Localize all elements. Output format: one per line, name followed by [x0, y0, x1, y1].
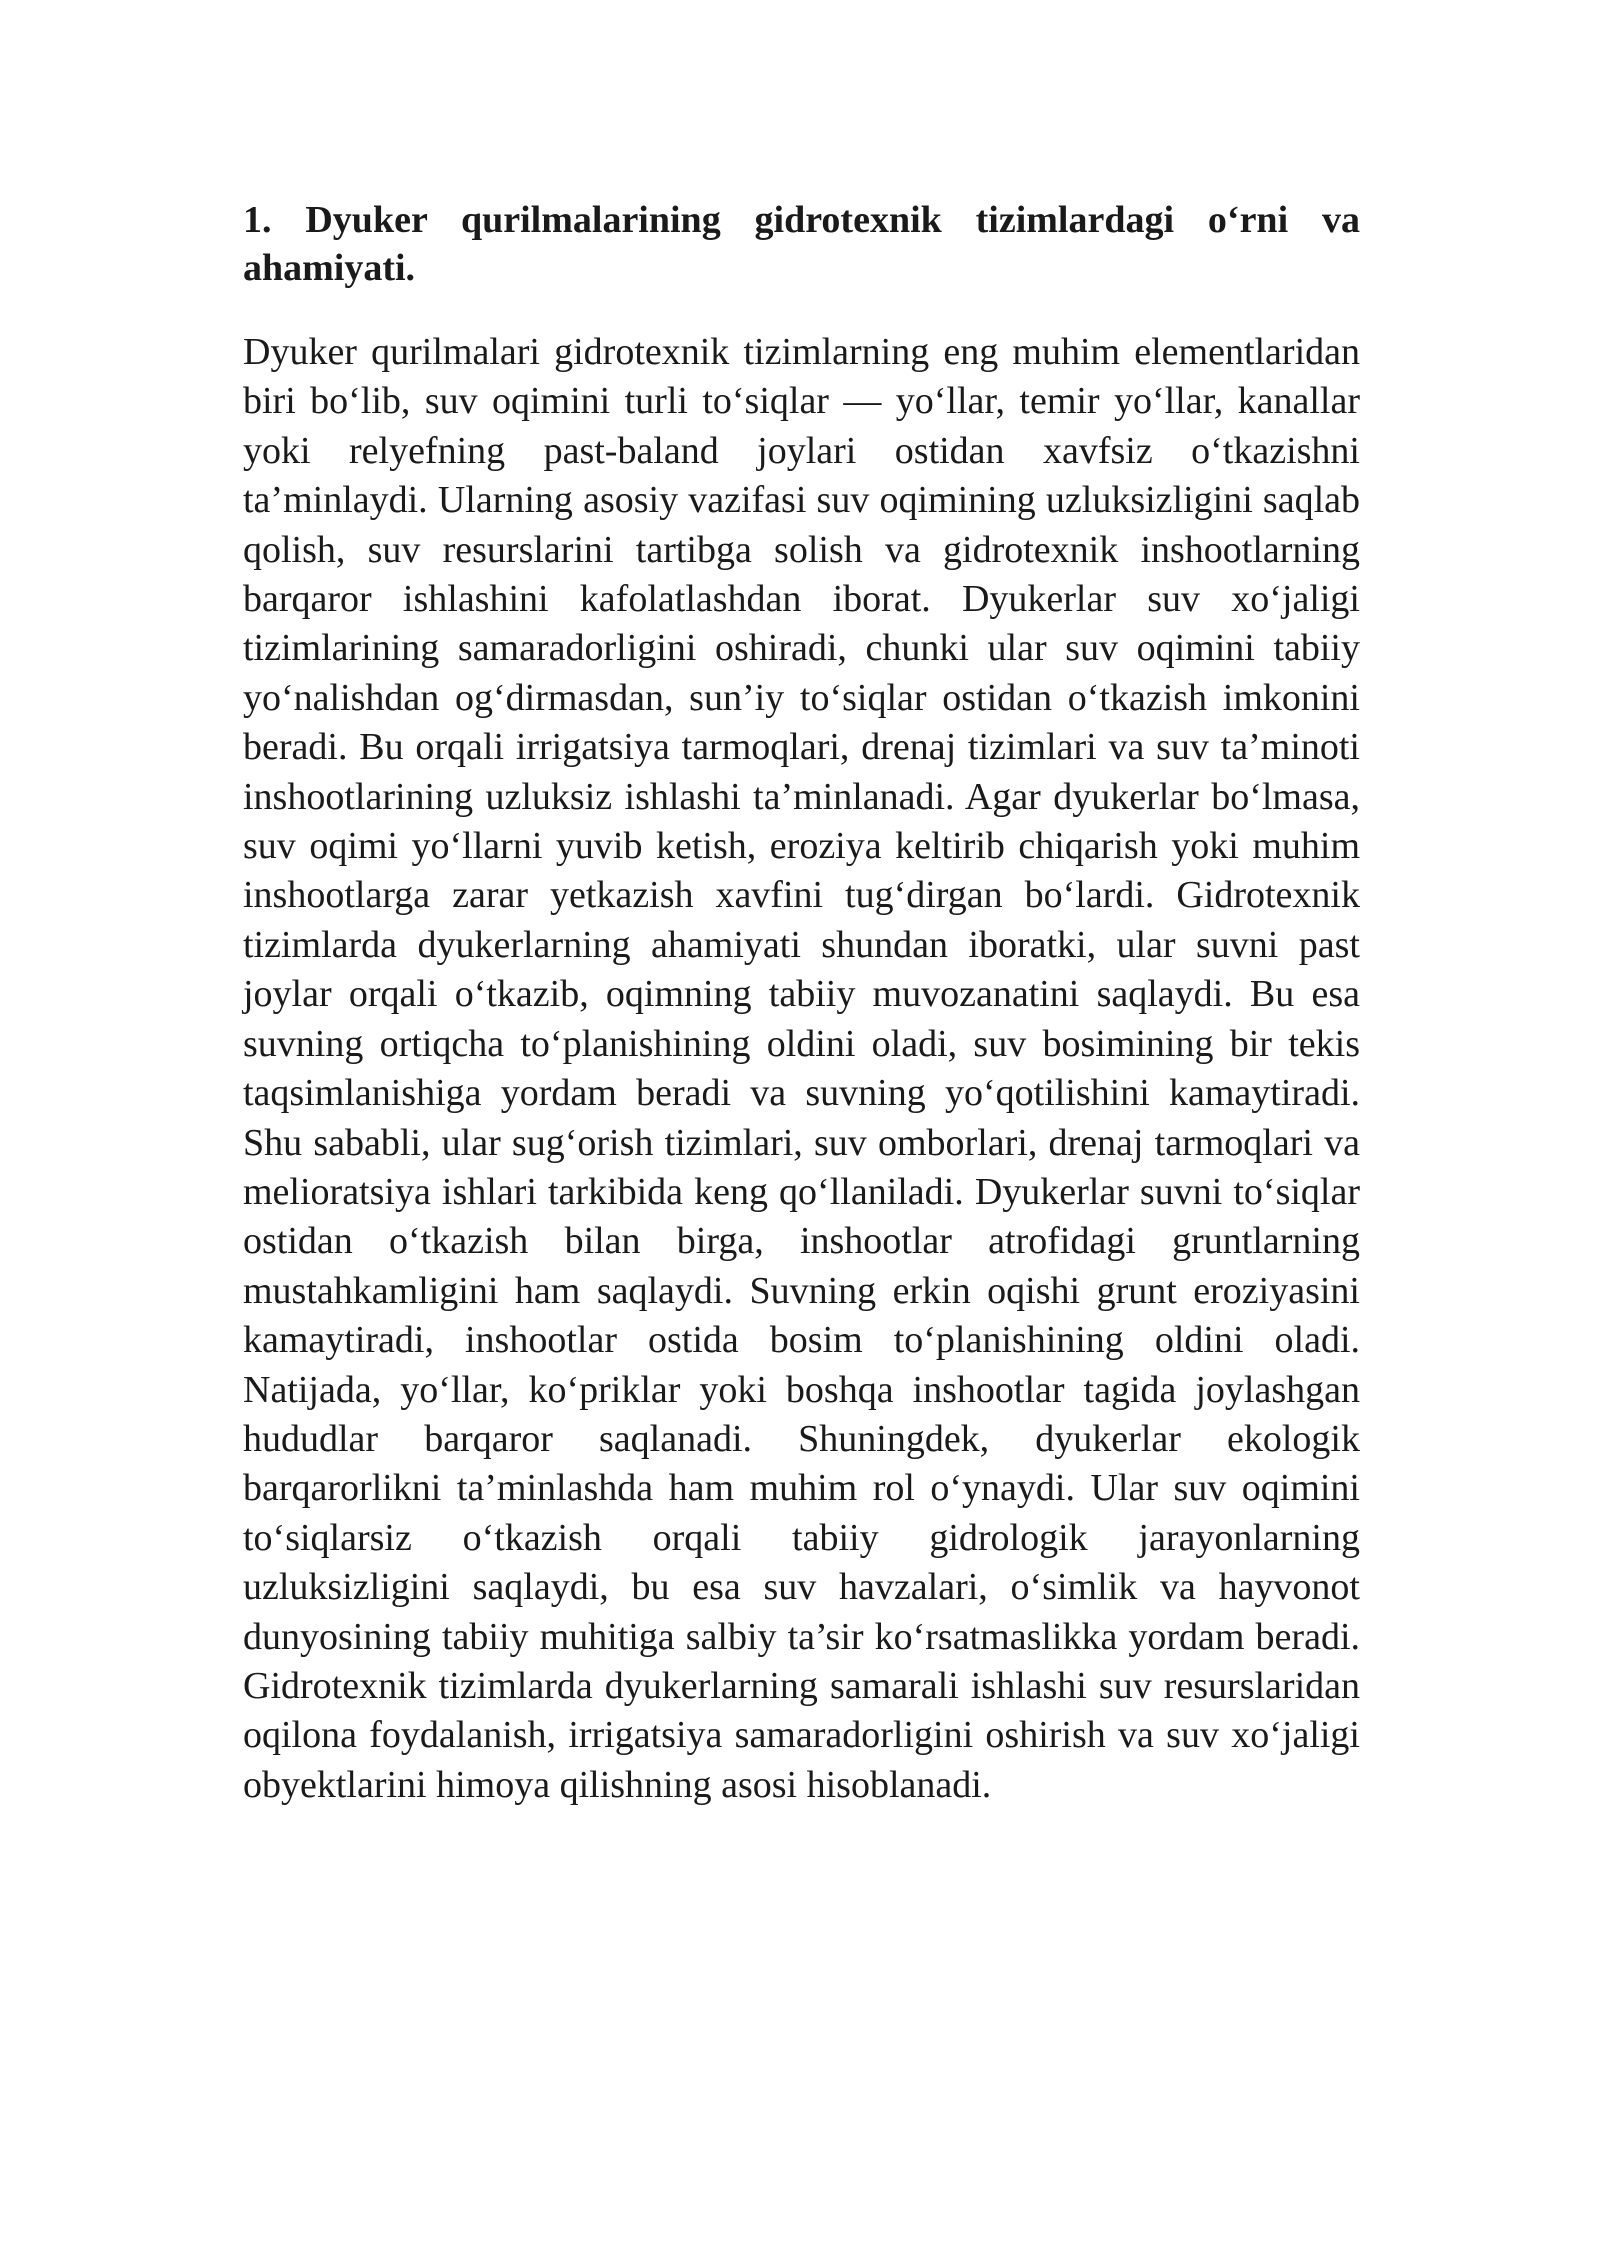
section-heading: 1. Dyuker qurilmalarining gidrotexnik tizimlardagi o‘rni va ahamiyati. [243, 199, 1360, 289]
body-paragraph: Dyuker qurilmalari gidrotexnik tizimlarning eng muhim elementlaridan biri bo‘lib, suv oqimini turli to‘siqlar — yo‘llar, temir yo‘llar, kanallar yoki relyefning past-baland joylari ostidan xavfsiz o‘tkazishni ta’minlaydi. Ularning asosiy vazifasi suv oqimining uzluksizligini saqlab qolish, suv resurslarini tartibga solish va gidrotexnik inshootlarning barqaror ishlashini kafolatlashdan iborat. Dyukerlar suv xo‘jaligi tizimlarining samaradorligini oshiradi, chunki ular suv oqimini tabiiy yo‘nalishdan og‘dirmasdan, sun’iy to‘siqlar ostidan o‘tkazish imkonini beradi. Bu orqali irrigatsiya tarmoqlari, drenaj tizimlari va suv ta’minoti inshootlarining uzluksiz ishlashi ta’minlanadi. Agar dyukerlar bo‘lmasa, suv oqimi yo‘llarni yuvib ketish, eroziya keltirib chiqarish yoki muhim inshootlarga zarar yetkazish xavfini tug‘dirgan bo‘lardi. Gidrotexnik tizimlarda dyukerlarning ahamiyati shundan iboratki, ular suvni past joylar orqali o‘tkazib, oqimning tabiiy muvozanatini saqlaydi. Bu esa suvning ortiqcha to‘planishining oldini oladi, suv bosimining bir tekis taqsimlanishiga yordam beradi va suvning yo‘qotilishini kamaytiradi. Shu sababli, ular sug‘orish tizimlari, suv omborlari, drenaj tarmoqlari va melioratsiya ishlari tarkibida keng qo‘llaniladi. Dyukerlar suvni to‘siqlar ostidan o‘tkazish bilan birga, inshootlar atrofidagi gruntlarning mustahkamligini ham saqlaydi. Suvning erkin oqishi grunt eroziyasini kamaytiradi, inshootlar ostida bosim to‘planishining oldini oladi. Natijada, yo‘llar, ko‘priklar yoki boshqa inshootlar tagida joylashgan hududlar barqaror saqlanadi. Shuningdek, dyukerlar ekologik barqarorlikni ta’minlashda ham muhim rol o‘ynaydi. Ular suv oqimini to‘siqlarsiz o‘tkazish orqali tabiiy gidrologik jarayonlarning uzluksizligini saqlaydi, bu esa suv havzalari, o‘simlik va hayvonot dunyosining tabiiy muhitiga salbiy ta’sir ko‘rsatmaslikka yordam beradi. Gidrotexnik tizimlarda dyukerlarning samarali ishlashi suv resurslaridan oqilona foydalanish, irrigatsiya samaradorligini oshirish va suv xo‘jaligi obyektlarini himoya qilishning asosi hisoblanadi. [243, 331, 1360, 1806]
document-content [243, 196, 1360, 1810]
